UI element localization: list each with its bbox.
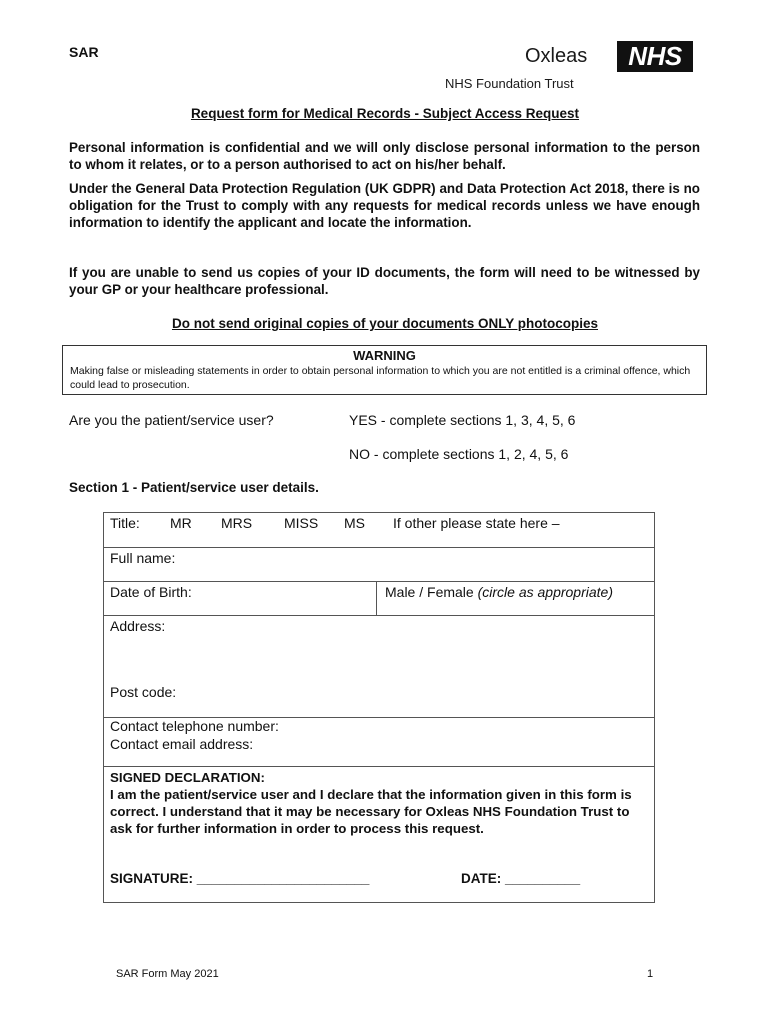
yes-option[interactable]: YES - complete sections 1, 3, 4, 5, 6 xyxy=(349,412,576,428)
gender-label: Male / Female xyxy=(385,584,478,600)
no-option[interactable]: NO - complete sections 1, 2, 4, 5, 6 xyxy=(349,446,569,462)
email-label: Contact email address: xyxy=(110,736,254,752)
photocopies-notice: Do not send original copies of your documents ONLY photocopies xyxy=(171,316,599,331)
full-name-label: Full name: xyxy=(110,550,176,566)
title-row[interactable] xyxy=(104,513,654,548)
warning-title: WARNING xyxy=(353,348,416,363)
dob-gender-row xyxy=(104,582,654,616)
title-option-ms[interactable]: MS xyxy=(344,515,365,531)
address-field[interactable] xyxy=(104,616,654,718)
page-title: Request form for Medical Records - Subject Access Request xyxy=(190,106,580,121)
contact-field[interactable] xyxy=(104,718,654,767)
signature-field[interactable]: SIGNATURE: _______________________ xyxy=(110,871,370,886)
id-documents-paragraph: If you are unable to send us copies of your ID documents, the form will need to be witnessed by your GP or your healthcare professional. xyxy=(69,265,700,297)
declaration-body: I am the patient/service user and I declare that the information given in this form is correct. I understand that it may be necessary for Oxleas NHS Foundation Trust to ask for further information in order to process this request. xyxy=(110,787,632,836)
declaration-block xyxy=(104,767,654,902)
patient-details-form xyxy=(103,512,655,903)
cell-divider xyxy=(376,582,377,615)
post-code-label: Post code: xyxy=(110,684,177,700)
title-other-field[interactable]: If other please state here – xyxy=(393,515,560,531)
org-name: Oxleas xyxy=(525,45,588,67)
declaration-title: SIGNED DECLARATION: xyxy=(110,770,265,785)
page-number: 1 xyxy=(647,968,654,980)
title-option-mrs[interactable]: MRS xyxy=(221,515,253,531)
nhs-logo-icon: NHS xyxy=(617,41,693,72)
gender-note: (circle as appropriate) xyxy=(477,584,613,600)
warning-text: Making false or misleading statements in order to obtain personal information to which you are not entitled is a criminal offence, which could lead to prosecution. xyxy=(70,365,691,391)
document-code: SAR xyxy=(69,44,99,60)
gdpr-paragraph: Under the General Data Protection Regulation (UK GDPR) and Data Protection Act 2018, there is no obligation for the Trust to comply with any requests for medical records unless we have enough information to identify the applicant and locate the information. xyxy=(69,181,700,230)
title-option-mr[interactable]: MR xyxy=(170,515,192,531)
date-field[interactable]: DATE: __________ xyxy=(461,871,581,886)
title-option-miss[interactable]: MISS xyxy=(284,515,319,531)
full-name-field[interactable] xyxy=(104,548,654,582)
section-1-heading: Section 1 - Patient/service user details. xyxy=(69,480,319,495)
warning-box xyxy=(62,345,707,395)
patient-question: Are you the patient/service user? xyxy=(69,412,274,428)
footer-form-version: SAR Form May 2021 xyxy=(116,968,219,980)
address-label: Address: xyxy=(110,618,166,634)
dob-field[interactable]: Date of Birth: xyxy=(110,584,192,600)
org-subtitle: NHS Foundation Trust xyxy=(445,76,574,91)
confidentiality-paragraph: Personal information is confidential and we will only disclose personal information to the person to whom it relates, or to a person authorised to act on his/her behalf. xyxy=(69,140,700,172)
phone-label: Contact telephone number: xyxy=(110,718,279,734)
title-label: Title: xyxy=(110,515,140,531)
gender-field[interactable] xyxy=(385,584,613,600)
declaration-text xyxy=(110,769,646,837)
